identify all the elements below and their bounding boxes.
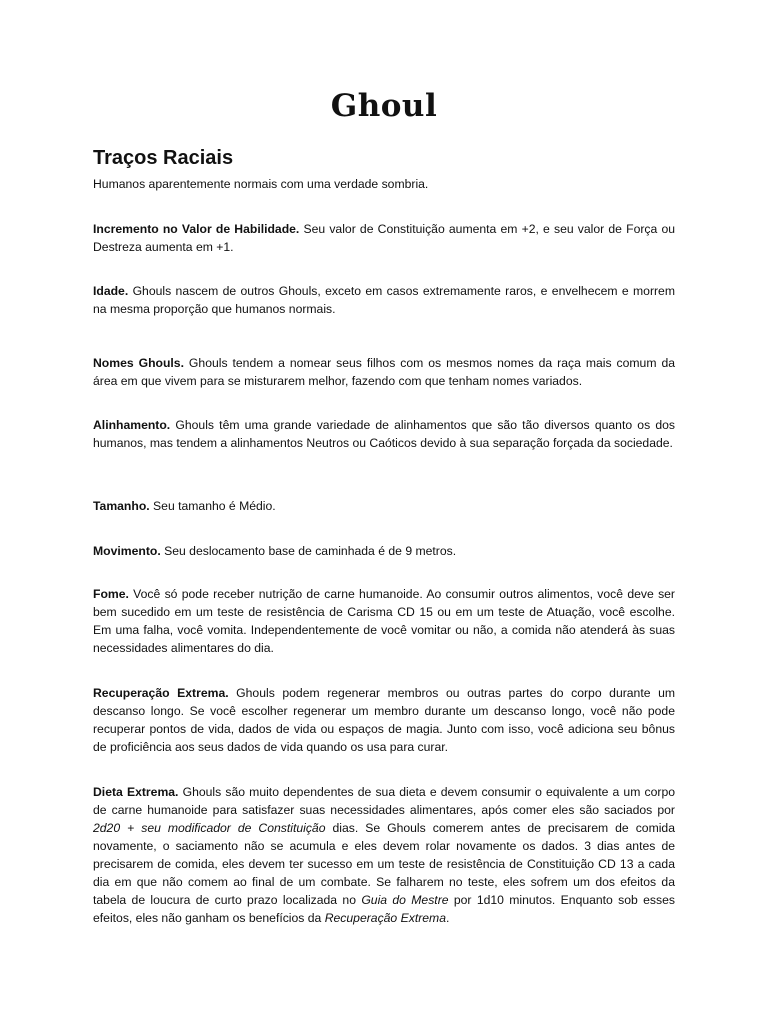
trait-name: Recuperação Extrema.	[93, 686, 229, 700]
trait-text: Ghouls podem regenerar membros ou outras partes do corpo durante um descanso longo. Se você escolher regenerar um membro durante um descanso longo, você não pode recuperar pontos de vida, dados de vida ou espaços de magia. Junto com isso, você adiciona seu bônus de proficiência aos seus dados de vida quando os usa para curar.	[93, 686, 676, 754]
trait-text: dias. Se Ghouls comerem antes de precisarem de comida novamente, o saciamento não se acumula e eles devem rolar novamente os dados. 3 dias antes de precisarem de comida, eles devem ter sucesso em um teste de resistência de Constituição CD 13 a cada dia em que não comem ao final de um combate. Se falharem no teste, eles sofrem um dos efeitos da tabela de loucura de curto prazo localizada no	[93, 821, 675, 907]
trait-ability-score	[93, 220, 675, 256]
trait-extreme-recovery	[93, 684, 675, 756]
trait-name: Alinhamento.	[93, 418, 171, 432]
trait-size	[93, 497, 675, 515]
page-title: Ghoul	[330, 88, 438, 124]
trait-italic-text: 2d20 + seu modificador de Constituição	[93, 821, 326, 835]
trait-speed	[93, 542, 675, 560]
trait-text: Ghouls são muito dependentes de sua dieta e devem consumir o equivalente a um corpo de carne humanoide para satisfazer suas necessidades alimentares, após comer eles são saciados por	[93, 785, 675, 817]
intro-text: Humanos aparentemente normais com uma verdade sombria.	[93, 177, 429, 191]
trait-alignment	[93, 416, 675, 452]
trait-text: Ghouls têm uma grande variedade de alinhamentos que são tão diversos quanto os dos humanos, mas tendem a alinhamentos Neutros ou Caóticos devido à sua separação forçada da sociedade.	[93, 418, 675, 450]
trait-name: Idade.	[93, 284, 129, 298]
trait-text: por 1d10 minutos. Enquanto sob esses efeitos, eles não ganham os benefícios da	[93, 893, 675, 925]
trait-name: Dieta Extrema.	[93, 785, 179, 799]
trait-text: Seu valor de Constituição aumenta em +2, e seu valor de Força ou Destreza aumenta em +1.	[93, 222, 675, 254]
trait-text: .	[445, 911, 450, 925]
trait-text: Ghouls nascem de outros Ghouls, exceto em casos extremamente raros, e envelhecem e morrem na mesma proporção que humanos normais.	[93, 284, 675, 316]
trait-name: Tamanho.	[93, 499, 150, 513]
trait-age	[93, 282, 675, 318]
trait-names	[93, 354, 675, 390]
trait-name: Incremento no Valor de Habilidade.	[93, 222, 300, 236]
trait-text: Ghouls tendem a nomear seus filhos com os mesmos nomes da raça mais comum da área em que vivem para se misturarem melhor, fazendo com que tenham nomes variados.	[93, 356, 675, 388]
trait-name: Movimento.	[93, 544, 161, 558]
trait-text: Você só pode receber nutrição de carne humanoide. Ao consumir outros alimentos, você deve ser bem sucedido em um teste de resistência de Carisma CD 15 ou em um teste de Atuação, você escolhe. Em uma falha, você vomita. Independentemente de você vomitar ou não, a comida não atenderá às suas necessidades alimentares do dia.	[93, 587, 675, 655]
trait-extreme-diet	[93, 783, 675, 927]
trait-italic-text: Recuperação Extrema	[324, 911, 446, 925]
trait-hunger	[93, 585, 675, 657]
trait-name: Fome.	[93, 587, 129, 601]
trait-text: Seu deslocamento base de caminhada é de 9 metros.	[160, 544, 457, 558]
trait-name: Nomes Ghouls.	[93, 356, 184, 370]
section-heading: Traços Raciais	[93, 147, 234, 169]
trait-italic-text: Guia do Mestre	[361, 893, 449, 907]
trait-text: Seu tamanho é Médio.	[149, 499, 276, 513]
